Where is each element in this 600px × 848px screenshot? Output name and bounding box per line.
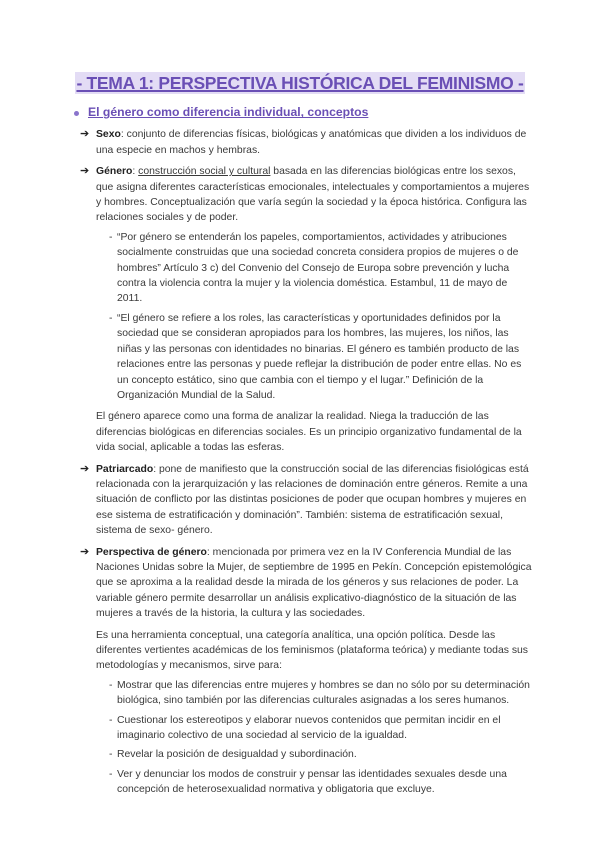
content: [80, 127, 532, 797]
arrow-icon: ➔: [80, 165, 90, 178]
list-item: - Revelar la posición de desigualdad y subordinación.: [109, 749, 357, 761]
page-title: - TEMA 1: PERSPECTIVA HISTÓRICA DEL FEMINISMO -: [76, 73, 524, 93]
arrow-icon: ➔: [80, 128, 90, 141]
paragraph: El género aparece como una forma de analizar la realidad. Niega la traducción de las diferencias biológicas en diferencias sociales. Es un principio organizativo fundamental de la vida social, aplicable a todas las esferas.: [96, 411, 522, 454]
bullet-icon: [74, 111, 79, 116]
arrow-icon: ➔: [80, 462, 90, 475]
quote-item: - “Por género se entenderán los papeles, comportamientos, actividades y atribuciones socialmente construidas que una sociedad concreta considera propios de mujeres o de hombres” Artículo 3 c) del Convenio del Consejo de Europa sobre prevención y lucha contra la violencia contra la mujer y la violencia doméstica. Estambul, 11 de mayo de 2011.: [109, 231, 519, 305]
paragraph: Es una herramienta conceptual, una categoría analítica, una opción política. Desde las diferentes vertientes académicas de los feminismos (plataforma teórica) y mediante todas sus metodologías y mecanismos, sirve para:: [96, 629, 528, 672]
list-item: - Mostrar que las diferencias entre mujeres y hombres se dan no sólo por su determinación biológica, sino también por las diferencias culturales asignadas a los seres humanos.: [109, 679, 530, 707]
term-sexo: ➔ Sexo: conjunto de diferencias físicas, biológicas y anatómicas que dividen a los individuos de una especie en machos y hembras.: [80, 128, 527, 156]
section-heading: El género como diferencia individual, conceptos: [74, 104, 600, 121]
term-genero: ➔ Género: construcción social y cultural basada en las diferencias biológicas entre los sexos, que asigna diferentes características emocionales, intelectuales y comportamientos a mujeres y hombres. Conceptualización que varía según la sociedad y la época histórica. Configura las relaciones sociales y de poder. - “Por género se entenderán los papeles, comportamientos, actividades y atribuciones socialmente construidas que una sociedad concreta considera propios de mujeres o de hombres” Artículo 3 c) del Convenio del Consejo de Europa sobre prevención y lucha contra la violencia contra la mujer y la violencia doméstica. Estambul, 11 de mayo de 2011. - “El género se refiere a los roles, las características y oportunidades definidos por la sociedad que se consideran apropiados para los hombres, las mujeres, los niños, las niñas y las personas con identidades no binarias. El género es también producto de las relaciones entre las personas y puede reflejar la distribución de poder entre ellas. No es un concepto estático, sino que cambia con el tiempo y el lugar.” Definición de la Organización Mundial de la Salud. El género aparece como una forma de analizar la realidad. Niega la traducción de las diferencias biológicas en diferencias sociales. Es un principio organizativo fundamental de la vida social, aplicable a todas las esferas.: [80, 164, 532, 455]
term-perspectiva-genero: ➔ Perspectiva de género: mencionada por primera vez en la IV Conferencia Mundial de las Naciones Unidas sobre la Mujer, de septiembre de 1995 en Pekín. Concepción epistemológica que se aproxima a la realidad desde la mirada de los géneros y sus relaciones de poder. La variable género permite desarrollar un análisis explicativo-diagnóstico de la situación de las mujeres a través de la historia, la cultura y las sociedades. Es una herramienta conceptual, una categoría analítica, una opción política. Desde las diferentes vertientes académicas de los feminismos (plataforma teórica) y mediante todas sus metodologías y mecanismos, sirve para: - Mostrar que las diferencias entre mujeres y hombres se dan no sólo por su determinación biológica, sino también por las diferencias culturales asignadas a los seres humanos. - Cuestionar los estereotipos y elaborar nuevos contenidos que permitan incidir en el imaginario colectivo de una sociedad al servicio de la igualdad. - Revelar la posición de desigualdad y subordinación. - Ver y denunciar los modos de construir y pensar las identidades sexuales desde una concepción de heterosexualidad normativa y obligatoria que excluye.: [80, 545, 532, 798]
term-patriarcado: ➔ Patriarcado: pone de manifiesto que la construcción social de las diferencias fisiológicas está relacionada con la jerarquización y las relaciones de dominación entre géneros. Remite a una situación de conflicto por las distintas posiciones de poder que ocupan hombres y mujeres en ese sistema de estratificación y dominación”. También: sistema de estratificación sexual, sistema de sexo- género.: [80, 462, 529, 537]
list-item: - Ver y denunciar los modos de construir y pensar las identidades sexuales desde una concepción de heterosexualidad normativa y obligatoria que excluye.: [109, 768, 507, 796]
quote-item: - “El género se refiere a los roles, las características y oportunidades definidos por la sociedad que se consideran apropiados para los hombres, las mujeres, los niños, las niñas y las personas con identidades no binarias. El género es también producto de las relaciones entre las personas y puede reflejar la distribución de poder entre ellas. No es un concepto estático, sino que cambia con el tiempo y el lugar.” Definición de la Organización Mundial de la Salud.: [109, 312, 522, 401]
list-item: - Cuestionar los estereotipos y elaborar nuevos contenidos que permitan incidir en el imaginario colectivo de una sociedad al servicio de la igualdad.: [109, 714, 501, 742]
arrow-icon: ➔: [80, 545, 90, 558]
